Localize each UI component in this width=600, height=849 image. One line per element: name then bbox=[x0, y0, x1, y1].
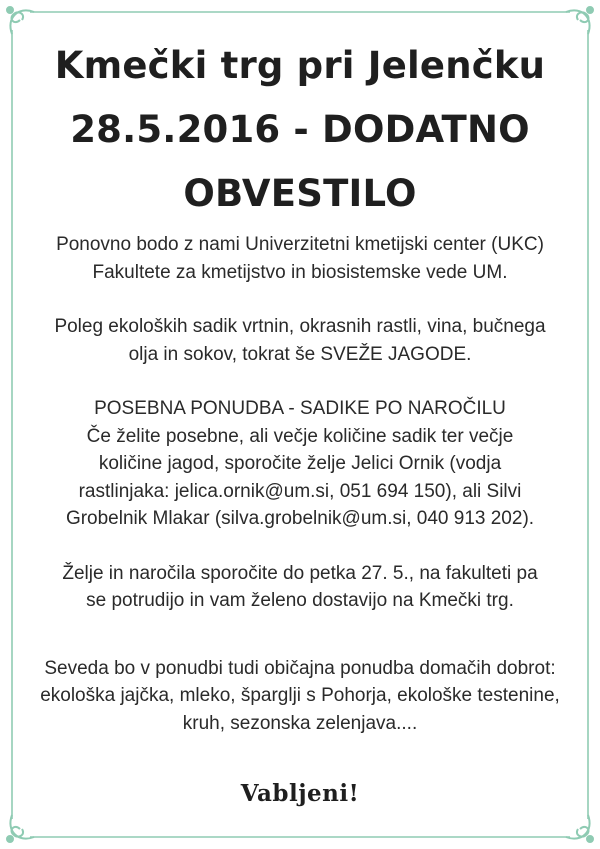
notice-title bbox=[40, 34, 560, 226]
paragraph-products bbox=[30, 313, 570, 368]
text-line: Poleg ekoloških sadik vrtnin, okrasnih rastli, vina, bučnega bbox=[54, 316, 546, 337]
text-line: kruh, sezonska zelenjava.... bbox=[182, 712, 418, 734]
notice-body bbox=[30, 231, 570, 737]
paragraph-ukc bbox=[30, 231, 570, 286]
text-line: Seveda bo v ponudbi tudi običajna ponudba domačih dobrot: bbox=[44, 657, 556, 679]
title-line-3: OBVESTILO bbox=[183, 172, 417, 215]
title-line-2: 28.5.2016 - DODATNO bbox=[70, 108, 530, 151]
closing-greeting: Vabljeni! bbox=[240, 780, 360, 807]
paragraph-regular-offer bbox=[30, 655, 570, 738]
text-line: olja in sokov, tokrat še SVEŽE JAGODE. bbox=[128, 343, 472, 365]
text-line: Če želite posebne, ali večje količine sadik ter večje bbox=[86, 425, 514, 447]
special-offer-heading: POSEBNA PONUDBA - SADIKE PO NAROČILU bbox=[94, 398, 506, 419]
text-line: rastlinjaka: jelica.ornik@um.si, 051 694 150), ali Silvi bbox=[78, 480, 522, 502]
paragraph-special-offer bbox=[30, 395, 570, 533]
text-line: Grobelnik Mlakar (silva.grobelnik@um.si, 040 913 202). bbox=[65, 508, 535, 529]
text-line: ekološka jajčka, mleko, šparglji s Pohorja, ekološke testenine, bbox=[40, 685, 560, 706]
text-line: količine jagod, sporočite želje Jelici Ornik (vodja bbox=[98, 453, 502, 474]
text-line: se potrudijo in vam želeno dostavijo na Kmečki trg. bbox=[86, 590, 514, 611]
text-line: Želje in naročila sporočite do petka 27. 5., na fakulteti pa bbox=[62, 562, 538, 584]
title-line-1: Kmečki trg pri Jelenčku bbox=[54, 44, 546, 87]
text-line: Ponovno bodo z nami Univerzitetni kmetijski center (UKC) bbox=[56, 234, 544, 255]
paragraph-orders bbox=[30, 560, 570, 615]
text-line: Fakultete za kmetijstvo in biosistemske vede UM. bbox=[92, 261, 508, 283]
